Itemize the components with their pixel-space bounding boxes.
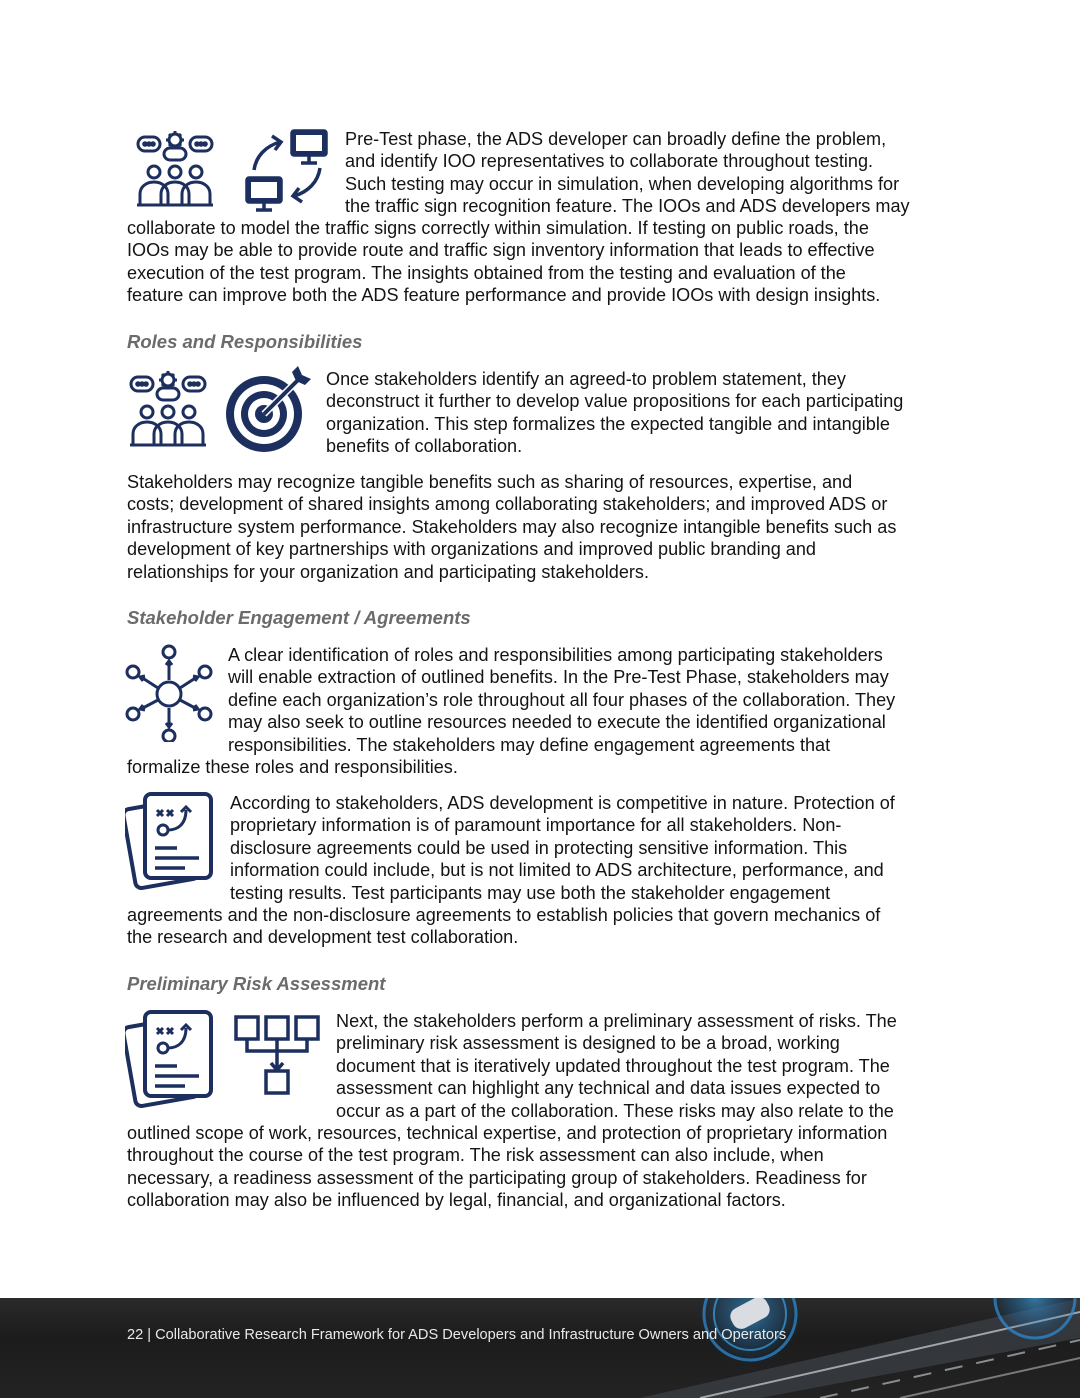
section3-full-text: [127, 756, 458, 778]
text-line: formalize these roles and responsibilities.: [127, 757, 458, 777]
text-line: collaborate to model the traffic signs correctly within simulation. If testing on public roads, the: [127, 218, 869, 238]
text-line: the traffic sign recognition feature. The IOOs and ADS developers may: [345, 196, 910, 217]
text-line: occur as a part of the collaboration. These risks may also relate to the: [336, 1100, 894, 1121]
text-line: collaboration may also be influenced by legal, financial, and organizational factors.: [127, 1190, 786, 1211]
text-line: Next, the stakeholders perform a preliminary assessment of risks. The: [336, 1011, 897, 1031]
section2-full-text: [127, 471, 896, 583]
text-line: necessary, a readiness assessment of the participating group of stakeholders. Readiness for: [127, 1167, 867, 1188]
section1-wrapped-text: [345, 128, 910, 218]
section4-full-text: [127, 1122, 887, 1212]
text-line: organization. This step formalizes the expected tangible and intangible: [326, 413, 890, 434]
target-icon: [222, 366, 312, 456]
text-line: information could include, but is not limited to ADS architecture, performance, and: [230, 860, 884, 881]
text-line: document that is iteratively updated throughout the test program. The: [336, 1055, 890, 1076]
section-heading-engagement: Stakeholder Engagement / Agreements: [127, 607, 471, 628]
text-line: Such testing may occur in simulation, when developing algorithms for: [345, 173, 900, 194]
section3-nda-full-text: [127, 904, 880, 949]
text-line: deconstruct it further to develop value propositions for each participating: [326, 391, 904, 412]
text-line: benefits of collaboration.: [326, 436, 523, 457]
text-line: Pre-Test phase, the ADS developer can broadly define the problem,: [345, 129, 887, 149]
section3-nda-wrapped-text: [230, 792, 895, 904]
text-line: preliminary risk assessment is designed to be a broad, working: [336, 1033, 840, 1054]
text-line: Once stakeholders identify an agreed-to problem statement, they: [326, 369, 846, 389]
text-line: development of key partnerships with organizations and improved public branding and: [127, 539, 816, 560]
text-line: and identify IOO representatives to collaborate throughout testing.: [345, 151, 874, 172]
text-line: outlined scope of work, resources, technical expertise, and protection of proprietary information: [127, 1123, 888, 1143]
monitor-exchange-icon: [242, 128, 332, 216]
text-line: relationships for your organization and participating stakeholders.: [127, 561, 650, 582]
text-line: proprietary information is of paramount importance for all stakeholders. Non-: [230, 815, 842, 836]
text-line: infrastructure system performance. Stakeholders may also recognize intangible benefits such as: [127, 516, 897, 537]
team-collaboration-icon: [127, 368, 209, 448]
text-line: A clear identification of roles and responsibilities among participating stakeholders: [228, 645, 883, 665]
hierarchy-flow-icon: [233, 1013, 321, 1099]
text-line: assessment can highlight any technical and data issues expected to: [336, 1078, 881, 1099]
text-line: throughout the course of the test program. The risk assessment can also include, when: [127, 1145, 824, 1166]
text-line: will enable extraction of outlined benefits. In the Pre-Test Phase, stakeholders may: [228, 667, 889, 688]
text-line: Stakeholders may recognize tangible benefits such as sharing of resources, expertise, and: [127, 472, 853, 492]
text-line: may also seek to outline resources needed to execute the identified organizational: [228, 712, 886, 733]
text-line: feature can improve both the ADS feature performance and provide IOOs with design insights.: [127, 285, 881, 306]
text-line: According to stakeholders, ADS development is competitive in nature. Protection of: [230, 793, 895, 813]
road-vehicle-icon: [0, 1298, 1080, 1398]
text-line: IOOs may be able to provide route and traffic sign inventory information that leads to effective: [127, 240, 875, 261]
strategy-document-icon: [125, 790, 217, 890]
page-footer: [0, 1298, 1080, 1398]
section4-wrapped-text: [336, 1010, 897, 1122]
text-line: agreements and the non-disclosure agreements to establish policies that govern mechanics of: [127, 905, 881, 925]
team-collaboration-icon: [134, 128, 216, 208]
section-heading-risk: Preliminary Risk Assessment: [127, 973, 386, 994]
strategy-document-icon: [125, 1008, 217, 1108]
text-line: the research and development test collaboration.: [127, 927, 519, 948]
text-line: testing results. Test participants may use both the stakeholder engagement: [230, 882, 831, 903]
section2-wrapped-text: [326, 368, 903, 458]
footer-page-label: 22 | Collaborative Research Framework for ADS Developers and Infrastructure Owners and Operators: [127, 1327, 787, 1343]
text-line: execution of the test program. The insights obtained from the testing and evaluation of the: [127, 262, 846, 283]
text-line: responsibilities. The stakeholders may define engagement agreements that: [228, 734, 831, 755]
section-heading-roles: Roles and Responsibilities: [127, 331, 363, 352]
network-hub-icon: [124, 644, 214, 742]
text-line: define each organization’s role throughout all four phases of the collaboration. They: [228, 689, 896, 710]
section3-wrapped-text: [228, 644, 895, 756]
section1-full-text: [127, 217, 880, 307]
text-line: disclosure agreements could be used in protecting sensitive information. This: [230, 837, 848, 858]
text-line: costs; development of shared insights among collaborating stakeholders; and improved ADS or: [127, 494, 888, 515]
